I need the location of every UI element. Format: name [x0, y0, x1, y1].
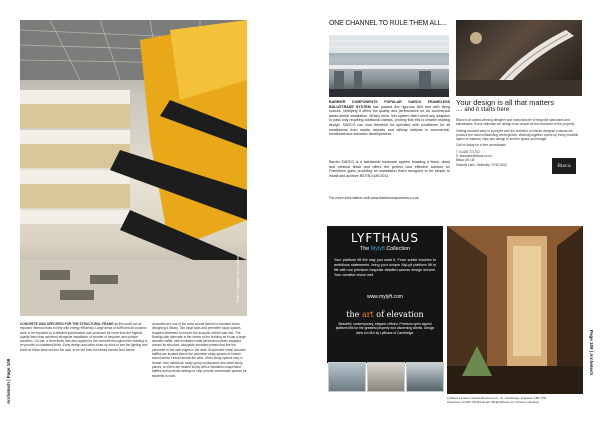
bisca-cta: Call us today for a free consultation.: [456, 143, 507, 148]
telephone-line: Telephone: 01440 701110 Email: lifts@lyfthaus.com Modern Cardinal: [447, 400, 539, 404]
lift-thumbnail-2: [367, 362, 405, 392]
body-column-2: Acoustics are one of the most crucial factors to consider when designing a library. Two large slots and perimeter study spaces required treatment to ensure the acoustic criteria was met. The floating-slab staircase is the centre of the building as it was a large acoustic baffle, with insulated metal perforated panels wrapped around its structure, alongside insulated panels that line the perimeter of the slab edges in the atria. Suspended metal acoustic baffles are located above the perimeter study spaces to ensure sound doesn't travel across the atria. Other study spaces vary in format: from individual, study group workspaces and silent study places, so there are treated loudly with a ventilation suspended baffles and acoustic ceilings to help provide comfortable spaces for students to work.: [152, 322, 247, 378]
bisca-subhead: .... and it starts here: [456, 107, 510, 113]
lift-interior-illustration: [447, 226, 583, 394]
lyfthaus-footer: Beautiful, contemporary, elegant, refined. Premium open aspect platform lifts for the greatest property and discerning clients. Design dans ton Moi by Lyfthaus of Cambridge.: [335, 322, 435, 335]
photo-credit: Photo © Copyright Ltd. (Yorkshire): [236, 254, 240, 303]
sarco-footer: For more information visit www.barriercomponents.co.uk: [329, 196, 419, 200]
sarco-lead: BARRIER COMPONENTS POPULAR SARCO FRAMELESS BALUSTRADE SYSTEM: [329, 100, 450, 109]
lyfthaus-body: Your platform lift the way you want it. From subtle touches to ambitious statements, bring your unique MyLyft platform lift to life with our premium bespoke detailed access design service. Your creative vision met.: [334, 258, 436, 277]
bisca-staircase-photo: [456, 20, 582, 96]
bisca-address: Sawmill Lane, Helmsley, YO62 5DQ: [456, 162, 507, 167]
sarco-article: [329, 100, 450, 137]
bisca-body-2: Getting involved early in a project with the architect or interior designer ensures we produce the most outstanding centrepieces. Working together opens up every possible option of material, style and design to suit the space and budget.: [456, 128, 579, 142]
lyfthaus-address: [447, 396, 587, 404]
bisca-body-1: Bisca is an award-winning designer and manufacturer of bespoke staircases and balustrades. Every staircase we design is as unique as the character of the property.: [456, 118, 576, 127]
bisca-ad: [456, 96, 582, 196]
bisca-phone: T: 01439 771702: [456, 149, 480, 154]
lyfthaus-brand: LYFTHAUS: [350, 231, 420, 245]
tagline-pre: the: [346, 310, 362, 319]
atrium-photo: [20, 20, 247, 316]
collection-accent: Mylyft: [370, 246, 385, 252]
bisca-logo: Bisca: [552, 158, 576, 174]
lift-thumbnail-3: [406, 362, 444, 392]
bisca-company: Bisca UK Ltd: [456, 158, 475, 163]
collection-suffix: Collection: [384, 246, 411, 252]
right-folio: Page 109 | Archetech: [589, 330, 594, 376]
mall-illustration: [329, 35, 449, 97]
staircase-illustration: [456, 20, 582, 96]
lift-thumbnail-1: [328, 362, 366, 392]
atrium-illustration: [20, 20, 247, 316]
bisca-email: E: staircase@bisca.co.uk: [456, 154, 492, 159]
caption-lead: CONCRETE WAS SPECIFIED FOR THE STRUCTURAL FRAME: [20, 322, 114, 326]
bisca-headline: Your design is all that matters: [456, 98, 555, 107]
lyfthaus-ad: [327, 226, 443, 363]
address-line: Lyfthaus Limited, Newark Business pk., St. Cambridge, England, CB4 7PE: [447, 396, 546, 400]
left-folio: Archetech | Page 108: [6, 358, 11, 404]
sarco-body: has passed the rigorous 5kN test with flying colours, certifying it offers the quality and performance for A4 commercial areas dental installation. What's more, this system didn't need any adaption to pass only requiring additional clamps, proving that this is smarter leading design. SARCO can now therefore be specified with confidence for all installations from stadia, airports and railway stations to commercial, residential and domestic developments.: [329, 104, 450, 137]
collection-prefix: The: [359, 246, 371, 252]
tagline-accent: art: [361, 310, 374, 319]
headline: ONE CHANNEL TO RULE THEM ALL...: [329, 20, 447, 27]
caption-body: as this could act as exposed thermal mass to help with energy efficiency. Large areas of soffit and all columns were to be exposed so a detailed specification was produced for more than the highest quality finish was achieved alongside installation of number of bespoke cast surface solutions. On site, a clear finish was also applied to the concrete throughout the building to be provide a consistent finish. Early design and other close-up work to see the lighting and shots at these were set into the slab, to be fed from the raised access floor above.: [20, 322, 148, 352]
lyfthaus-tagline: [327, 310, 443, 319]
lyfthaus-collection: [327, 246, 443, 252]
tagline-post: of elevation: [373, 310, 424, 319]
lyfthaus-url[interactable]: www.mylyft.com: [367, 294, 403, 300]
glass-balustrade-photo: [329, 35, 449, 97]
caption-column: [20, 322, 148, 352]
sarco-body-2: Barrier SARCO is a balustrade hardware system boasting a finish, sleek and minimal finish and offers the perfect cost effective solution for Frameless glass providing an installation that's designed to be simple to install and achieve BS EN 6180:2011.: [329, 160, 450, 178]
lift-interior-photo: [447, 226, 583, 394]
